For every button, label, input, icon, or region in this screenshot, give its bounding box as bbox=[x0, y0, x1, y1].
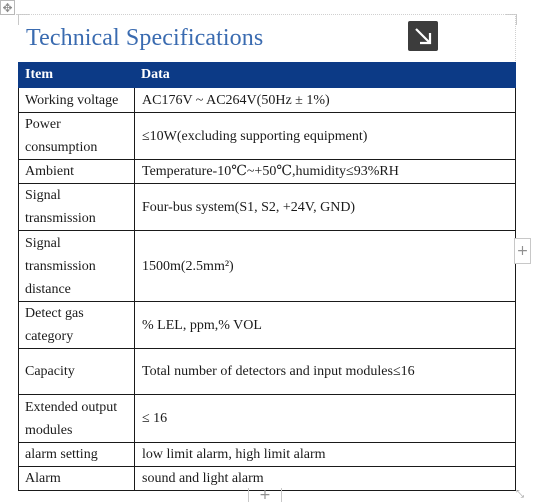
row-item-cell[interactable]: Capacity bbox=[19, 349, 135, 395]
table-row bbox=[19, 443, 516, 467]
table-row bbox=[19, 184, 516, 231]
table-row bbox=[19, 113, 516, 160]
row-item-cell[interactable]: Detect gas category bbox=[19, 302, 135, 349]
table-row bbox=[19, 160, 516, 184]
page-title: Technical Specifications bbox=[26, 25, 264, 51]
row-item-cell[interactable]: Power consumption bbox=[19, 113, 135, 160]
row-item-cell[interactable]: Signal transmission bbox=[19, 184, 135, 231]
header-item: Item bbox=[19, 63, 135, 88]
row-data-cell[interactable]: ≤10W(excluding supporting equipment) bbox=[135, 113, 516, 160]
row-data-cell[interactable]: Total number of detectors and input modules≤16 bbox=[135, 349, 516, 395]
row-data-cell[interactable]: low limit alarm, high limit alarm bbox=[135, 443, 516, 467]
table-row bbox=[19, 302, 516, 349]
row-data-cell[interactable]: % LEL, ppm,% VOL bbox=[135, 302, 516, 349]
row-data-cell[interactable]: Temperature-10℃~+50℃,humidity≤93%RH bbox=[135, 160, 516, 184]
row-data-cell[interactable]: AC176V ~ AC264V(50Hz ± 1%) bbox=[135, 88, 516, 113]
table-header-row bbox=[19, 63, 516, 88]
row-data-cell[interactable]: 1500m(2.5mm²) bbox=[135, 231, 516, 302]
row-data-cell[interactable]: Four-bus system(S1, S2, +24V, GND) bbox=[135, 184, 516, 231]
header-data: Data bbox=[135, 63, 516, 88]
row-item-cell[interactable]: Signal transmission distance bbox=[19, 231, 135, 302]
row-item-cell[interactable]: Ambient bbox=[19, 160, 135, 184]
table-row bbox=[19, 349, 516, 395]
resize-handle-icon[interactable]: ⤡ bbox=[516, 489, 524, 500]
row-item-cell[interactable]: alarm setting bbox=[19, 443, 135, 467]
table-row bbox=[19, 88, 516, 113]
row-data-cell[interactable]: sound and light alarm bbox=[135, 467, 516, 491]
move-table-handle-icon[interactable]: ✥ bbox=[0, 0, 15, 15]
add-column-button[interactable]: + bbox=[248, 488, 282, 502]
table-row bbox=[19, 395, 516, 443]
row-data-cell[interactable]: ≤ 16 bbox=[135, 395, 516, 443]
add-row-button[interactable]: + bbox=[514, 238, 531, 264]
row-item-cell[interactable]: Alarm bbox=[19, 467, 135, 491]
row-item-cell[interactable]: Extended output modules bbox=[19, 395, 135, 443]
image-placeholder-icon[interactable] bbox=[408, 21, 438, 51]
specifications-table bbox=[18, 62, 516, 491]
table-row bbox=[19, 231, 516, 302]
row-item-cell[interactable]: Working voltage bbox=[19, 88, 135, 113]
